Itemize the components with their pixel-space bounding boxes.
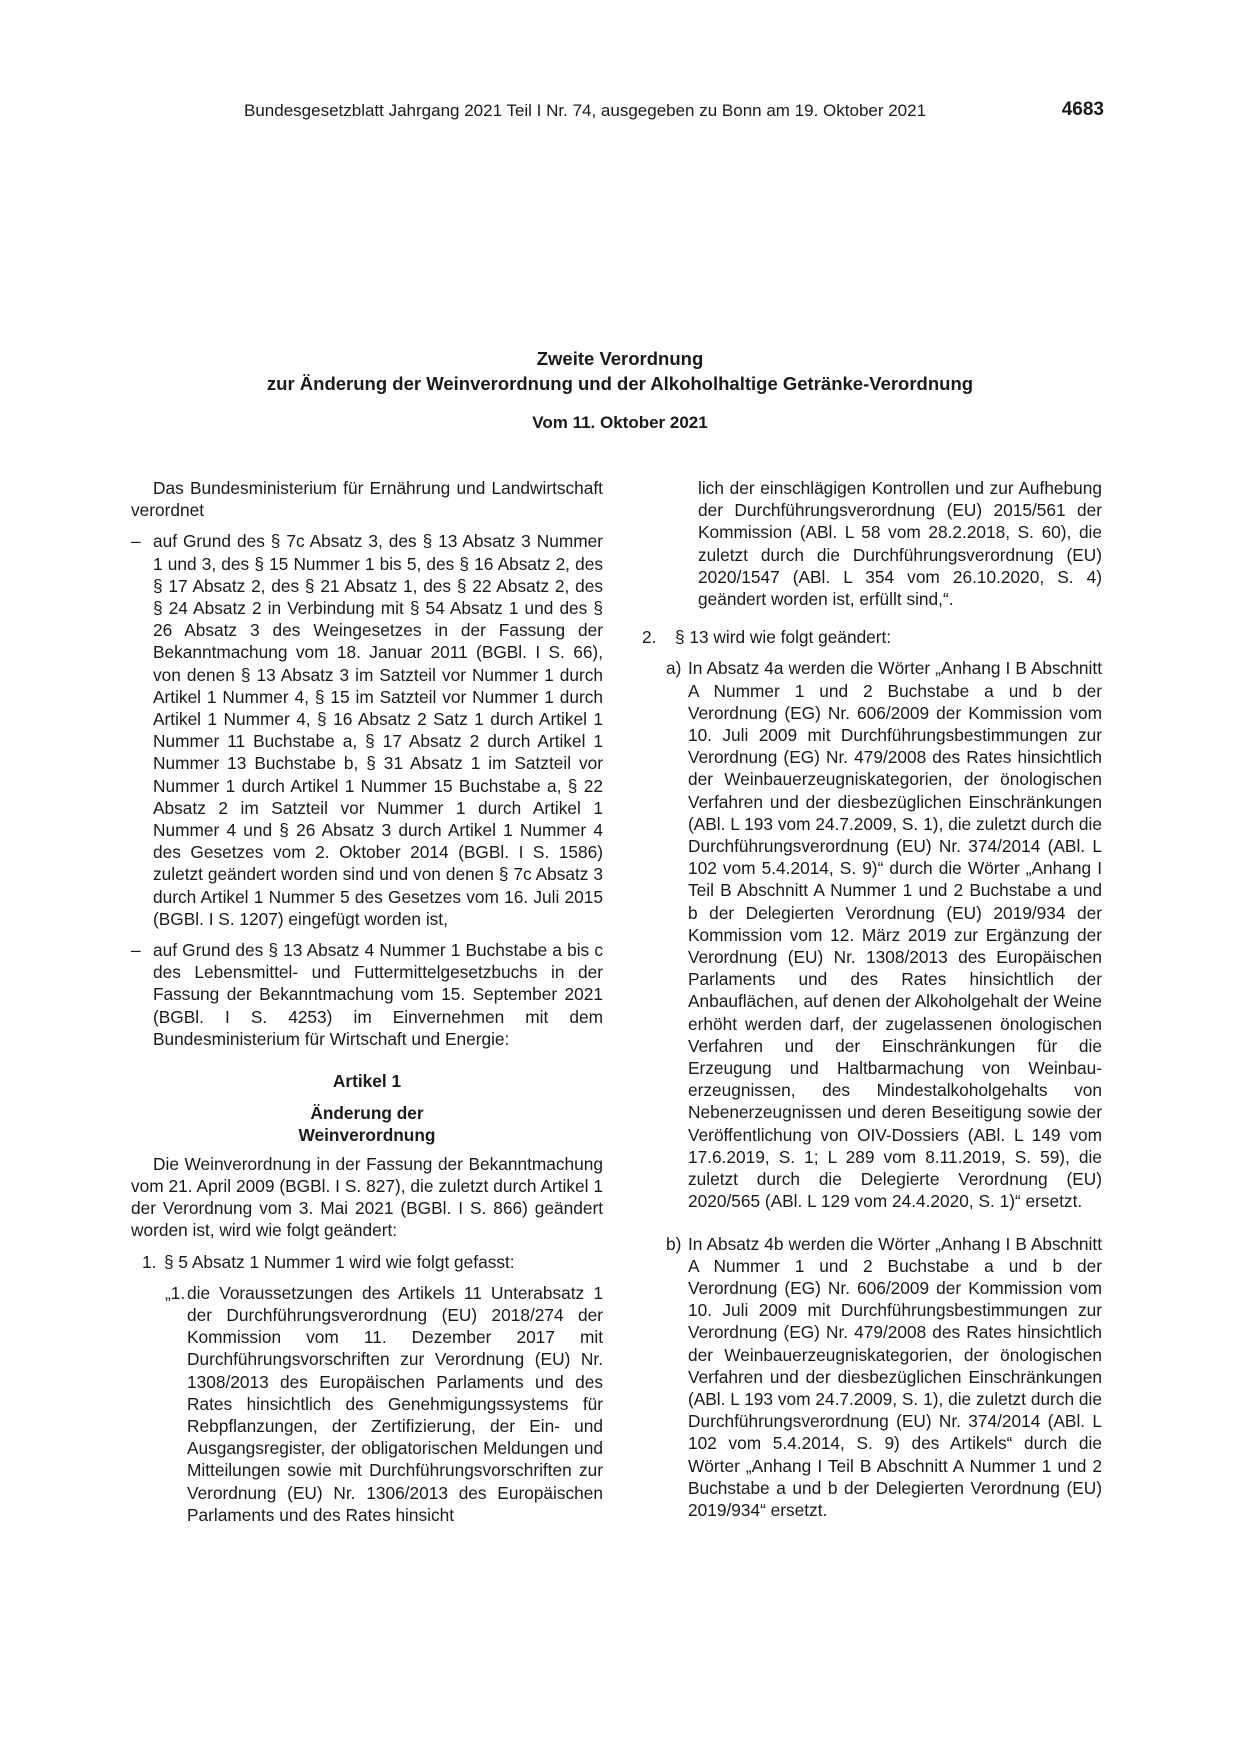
gazette-header: Bundesgesetzblatt Jahrgang 2021 Teil I Nr. 74, ausgegeben zu Bonn am 19. Oktober 2021 — [244, 101, 927, 120]
document-subtitle: zur Änderung der Weinverordnung und der Alkoholhaltige Getränke-Verordnung — [266, 373, 974, 394]
article-intro: Die Weinverordnung in der Fassung der Bekanntmachung vom 21. April 2009 (BGBl. I S. 827), die zuletzt durch Artikel 1 der Verordnung vom 3. Mai 2021 (BGBl. I S. 866) geändert worden ist, wird wie folgt geändert: — [131, 1153, 603, 1241]
sub-item-marker: a) — [666, 658, 682, 679]
dash-marker: – — [131, 940, 141, 961]
amendment-item-2 — [642, 626, 1102, 648]
quote-marker: „1. — [165, 1282, 186, 1303]
sub-item-text: In Absatz 4a werden die Wörter „Anhang I B Abschnitt A Nummer 1 und 2 Buchstabe a und b der Verordnung (EG) Nr. 606/2009 der Kommission vom 10. Juli 2009 mit Durchführungsbestimmungen zur Verordnung (EG) Nr. 479/2008 des Rates hinsichtlich der Weinbauerzeugniskategorien, der önologischen Verfahren und der diesbezüglichen Einschränkungen (ABl. L 193 vom 24.7.2009, S. 1), die zuletzt durch die Durchführungsverordnung (EU) Nr. 374/2014 (ABl. L 102 vom 5.4.2014, S. 9)“ durch die Wörter „Anhang I Teil B Abschnitt A Nummer 1 und 2 Buchstabe a und b der Delegierten Verordnung (EU) 2019/934 der Kommission vom 12. März 2019 zur Ergänzung der Verordnung (EU) Nr. 1308/2013 des Europäischen Parlaments und des Rates hinsichtlich der Anbauflächen, auf denen der Alkoholgehalt der Weine erhöht werden darf, der zugelassenen önologischen Verfahren und der Einschränkungen für die Erzeugung und Haltbarmachung von Weinbauerzeugnissen, des Mindestalkoholgehalts von Nebenerzeugnissen und deren Beseitigung sowie der Veröffentlichung von OIV-Dossiers (ABl. L 149 vom 17.6.2019, S. 1; L 289 vom 8.11.2019, S. 59), die zuletzt durch die Delegierte Verordnung (EU) 2020/565 (ABl. L 129 vom 24.4.2020, S. 1)“ ersetzt. — [688, 658, 1102, 1212]
article-title-line: Änderung der — [310, 1103, 424, 1124]
article-title-line: Weinverordnung — [298, 1125, 436, 1146]
left-column — [131, 477, 603, 1526]
legal-basis-text: auf Grund des § 13 Absatz 4 Nummer 1 Buchstabe a bis c des Lebensmittel- und Futtermittelgesetzbuchs in der Fassung der Bekanntmachung vom 15. September 2021 (BGBl. I S. 4253) im Einvernehmen mit dem Bundesministerium für Wirtschaft und Energie: — [153, 940, 603, 1049]
quoted-text-continued: lich der einschlägigen Kontrollen und zur Aufhebung der Durchführungsverordnung (EU) 2015/561 der Kommission (ABl. L 58 vom 28.2.2018, S. 60), die zuletzt durch die Durchführungsverordnung (EU) 2020/1547 (ABl. L 354 vom 26.10.2020, S. 4) geändert worden ist, erfüllt sind,“. — [698, 478, 1102, 610]
sub-item-b — [642, 1233, 1102, 1522]
amendment-item-1 — [131, 1251, 603, 1273]
item-number: 1. — [142, 1251, 157, 1272]
quoted-text: die Voraussetzungen des Artikels 11 Unterabsatz 1 der Durchführungsverordnung (EU) 2018/274 der Kommission vom 11. Dezember 2017 mit Durchführungsvorschriften zur Verordnung (EU) Nr. 1308/2013 des Europäischen Parlaments und des Rates hinsichtlich des Genehmigungssystems für Rebpflanzungen, der Zertifizierung, der Ein- und Ausgangsregister, der obligatorischen Meldungen und Mitteilungen sowie mit Durchführungsvorschriften zur Verordnung (EU) Nr. 1306/2013 des Europäischen Parlaments und des Rates hinsicht — [187, 1282, 603, 1525]
preamble-dash-item — [131, 530, 603, 930]
item-text: § 5 Absatz 1 Nummer 1 wird wie folgt gefasst: — [164, 1251, 515, 1272]
item-text: § 13 wird wie folgt geändert: — [675, 627, 892, 648]
sub-item-a — [642, 657, 1102, 1212]
preamble-dash-item — [131, 939, 603, 1050]
legal-basis-text: auf Grund des § 7c Absatz 3, des § 13 Absatz 3 Nummer 1 und 3, des § 15 Nummer 1 bis 5, des § 16 Absatz 2, des § 17 Absatz 2, des § 21 Absatz 1, des § 22 Absatz 2, des § 24 Absatz 2 in Verbindung mit § 54 Absatz 1 und des § 26 Absatz 3 des Weingesetzes in der Fassung der Bekanntmachung vom 18. Januar 2011 (BGBl. I S. 66), von denen § 13 Absatz 3 im Satzteil vor Nummer 1 durch Artikel 1 Nummer 4, § 15 im Satzteil vor Nummer 1 durch Artikel 1 Nummer 4, § 16 Absatz 2 Satz 1 durch Artikel 1 Nummer 11 Buchstabe a, § 17 Absatz 2 durch Artikel 1 Nummer 13 Buchstabe b, § 31 Absatz 1 im Satzteil vor Nummer 1 durch Artikel 1 Nummer 15 Buchstabe a, § 22 Absatz 2 im Satzteil vor Nummer 1 durch Artikel 1 Nummer 4 und § 26 Absatz 3 durch Artikel 1 Nummer 4 des Gesetzes vom 2. Oktober 2014 (BGBl. I S. 1586) zuletzt geändert worden sind und von denen § 7c Absatz 3 durch Artikel 1 Nummer 5 des Gesetzes vom 16. Juli 2015 (BGBl. I S. 1207) eingefügt worden ist, — [153, 531, 603, 929]
article-heading: Artikel 1 — [332, 1071, 402, 1092]
page-header — [244, 101, 1104, 125]
item-number: 2. — [642, 627, 657, 648]
sub-item-text: In Absatz 4b werden die Wörter „Anhang I B Abschnitt A Nummer 1 und 2 Buchstabe a und b der Verordnung (EG) Nr. 606/2009 der Kommission vom 10. Juli 2009 mit Durchführungsbestimmungen zur Verordnung (EG) Nr. 479/2008 des Rates hinsichtlich der Weinbauerzeugniskategorien, der önologischen Verfahren und der diesbezüglichen Einschränkungen (ABl. L 193 vom 24.7.2009, S. 1), die zuletzt durch die Durchführungsverordnung (EU) Nr. 374/2014 (ABl. L 102 vom 5.4.2014, S. 9) des Artikels“ durch die Wörter „Anhang I Teil B Abschnitt A Nummer 1 und 2 Buchstabe a und b der Delegierten Verordnung (EU) 2019/934“ ersetzt. — [688, 1233, 1102, 1520]
dash-marker: – — [131, 531, 141, 552]
sub-item-marker: b) — [666, 1233, 682, 1254]
quoted-provision — [131, 1282, 603, 1526]
document-title: Zweite Verordnung — [536, 348, 704, 369]
article-title — [131, 1102, 603, 1146]
preamble-intro: Das Bundesministerium für Ernährung und Landwirtschaft verordnet — [131, 478, 603, 521]
document-date: Vom 11. Oktober 2021 — [532, 413, 708, 432]
page-number: 4683 — [1061, 99, 1104, 120]
right-column — [642, 477, 1102, 1521]
